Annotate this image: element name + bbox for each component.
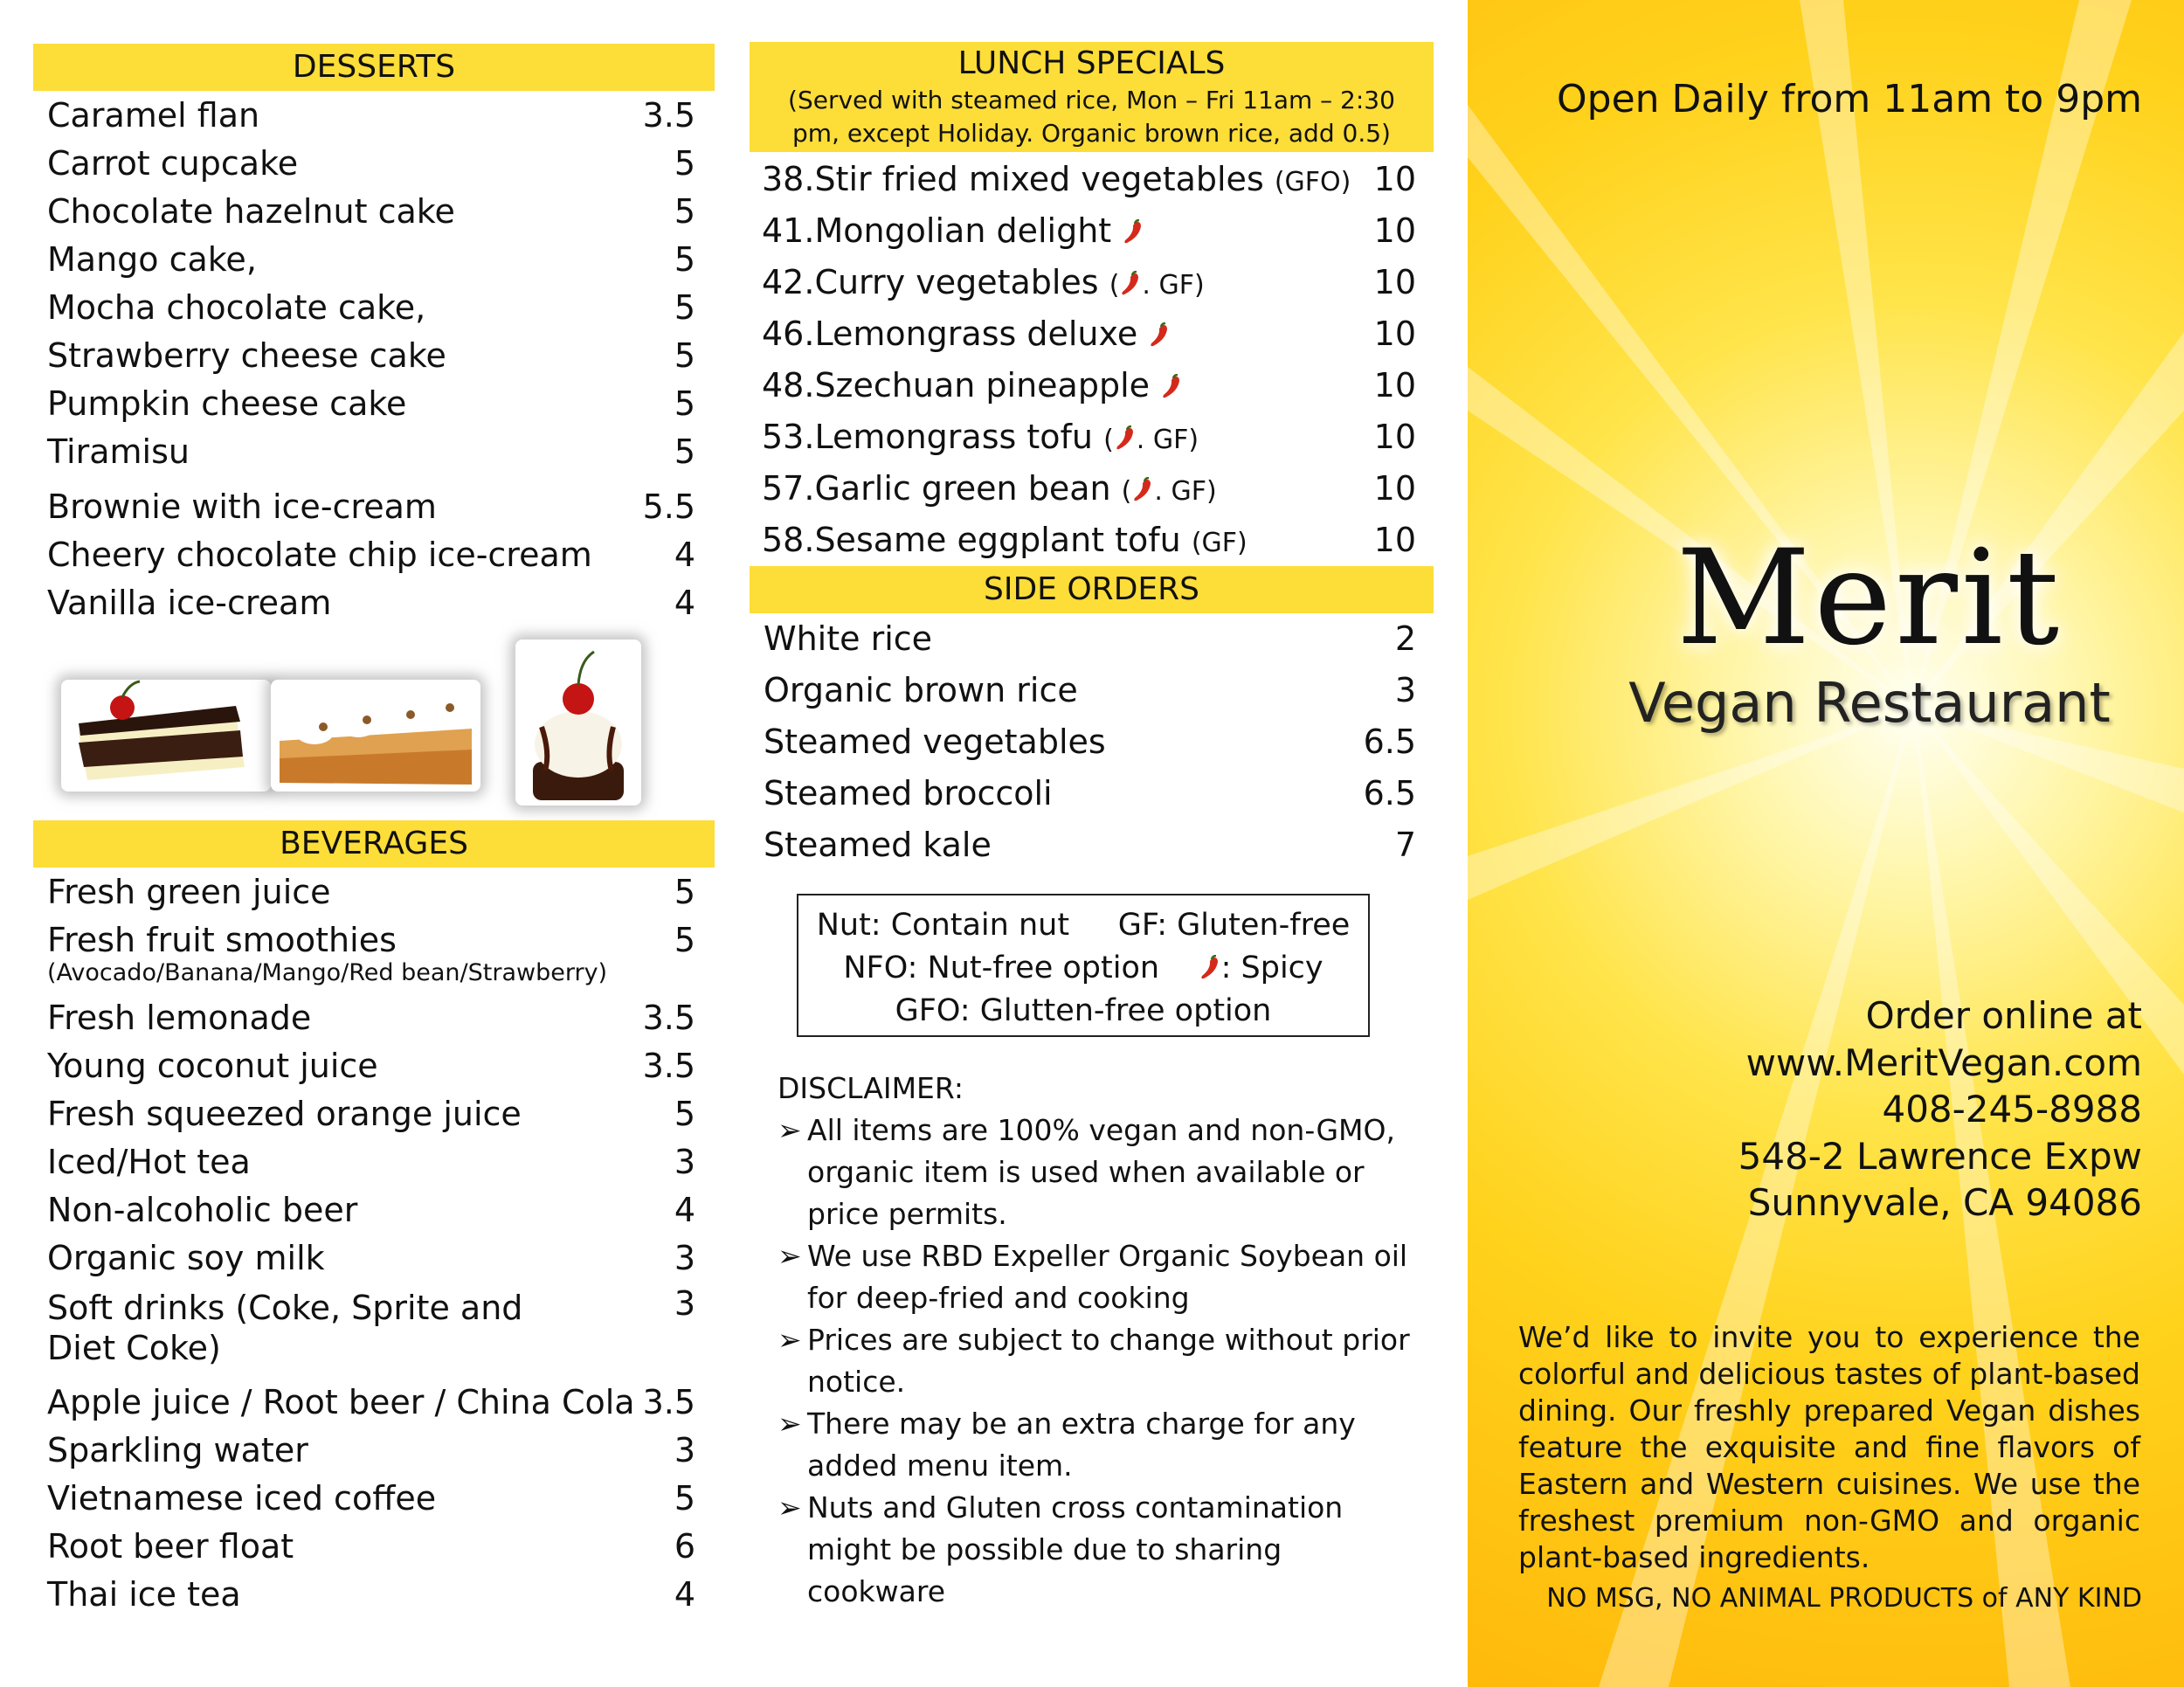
lunch-item-name: Szechuan pineapple xyxy=(814,366,1161,404)
address-line-2: Sunnyvale, CA 94086 xyxy=(1747,1181,2142,1224)
lunch-item-tag: (GF) xyxy=(1191,528,1248,558)
lunch-item-label xyxy=(762,362,1183,412)
dessert-item xyxy=(33,483,715,531)
lunch-item xyxy=(750,310,1434,362)
side-order-item xyxy=(750,615,1434,667)
beverage-item-name: Young coconut juice xyxy=(47,1047,378,1085)
website-link[interactable]: www.MeritVegan.com xyxy=(1745,1041,2142,1084)
dessert-item-name: Pumpkin cheese cake xyxy=(47,384,407,423)
beverage-item-price: 3 xyxy=(674,1431,695,1469)
lunch-item-price: 10 xyxy=(1373,315,1416,353)
lunch-item-label xyxy=(762,259,1205,309)
beverage-item xyxy=(33,1234,715,1283)
beverage-item xyxy=(33,1138,715,1186)
legend-spicy: : Spicy xyxy=(1220,951,1324,985)
dessert-item-price: 5 xyxy=(674,288,695,327)
lunch-item-tag: ( xyxy=(1109,270,1120,301)
lunch-item xyxy=(750,465,1434,516)
lunch-item-tag: (GFO) xyxy=(1274,167,1351,197)
chili-pepper-icon xyxy=(1114,417,1137,443)
invitation-paragraph: We’d like to invite you to experience the colorful and delicious tastes of plant-based dining. Our freshly prepared Vegan dishes feature the exquisite and fine flavors of Eastern and Western cuisines. We use the freshest premium non-GMO and organic plant-based ingredients. xyxy=(1518,1320,2140,1574)
lunch-item xyxy=(750,156,1434,207)
beverage-item xyxy=(33,1475,715,1523)
dessert-item xyxy=(33,579,715,627)
lunch-item-price: 10 xyxy=(1373,263,1416,301)
legend-line-1 xyxy=(798,904,1368,947)
beverage-item-price: 3 xyxy=(674,1239,695,1277)
beverage-item xyxy=(33,868,715,916)
chili-pepper-icon xyxy=(1148,314,1171,340)
dessert-item-price: 5 xyxy=(674,384,695,423)
side-order-item-price: 6.5 xyxy=(1363,774,1416,812)
chili-pepper-icon xyxy=(1160,365,1183,391)
side-orders-list xyxy=(750,615,1434,873)
lunch-item-label xyxy=(762,413,1199,464)
beverage-item-name: Soft drinks (Coke, Sprite and Diet Coke) xyxy=(47,1289,523,1367)
order-online-label: Order online at xyxy=(1865,994,2142,1037)
side-order-item-price: 2 xyxy=(1394,619,1416,658)
dessert-item-name: Cheery chocolate chip ice-cream xyxy=(47,536,592,574)
beverage-item xyxy=(33,1283,715,1379)
beverage-item-name: Root beer float xyxy=(47,1527,294,1566)
legend-nut: Nut: Contain nut xyxy=(816,908,1070,943)
dessert-item-name: Carrot cupcake xyxy=(47,144,299,183)
side-order-item-name: Steamed kale xyxy=(764,826,992,864)
lunch-item-name: Mongolian delight xyxy=(814,211,1123,250)
lunch-item-label xyxy=(762,207,1144,258)
legend-gf: GF: Gluten-free xyxy=(1117,908,1351,943)
lunch-item-label xyxy=(762,156,1351,206)
lunch-item xyxy=(750,516,1434,568)
side-order-item xyxy=(750,667,1434,718)
phone-number[interactable]: 408-245-8988 xyxy=(1882,1088,2142,1130)
lunch-item-name: Curry vegetables xyxy=(814,263,1109,301)
ice-cream-sundae-photo xyxy=(515,640,641,805)
lunch-item-price: 10 xyxy=(1373,418,1416,456)
dessert-item xyxy=(33,236,715,284)
lunch-item-name: Lemongrass tofu xyxy=(814,418,1104,456)
disclaimer-item: ➢ There may be an extra charge for any added menu item. xyxy=(778,1403,1424,1487)
dessert-item xyxy=(33,188,715,236)
dessert-item xyxy=(33,92,715,140)
lunch-item xyxy=(750,207,1434,259)
beverage-item-price: 4 xyxy=(674,1575,695,1614)
side-order-item-name: Steamed vegetables xyxy=(764,723,1106,761)
beverage-item-price: 6 xyxy=(674,1527,695,1566)
logo xyxy=(1599,524,2140,734)
side-order-item xyxy=(750,770,1434,821)
dessert-item xyxy=(33,531,715,579)
disclaimer-list xyxy=(778,1110,1424,1613)
beverage-item-price: 4 xyxy=(674,1191,695,1229)
disclaimer-item: ➢ We use RBD Expeller Organic Soybean oil for deep-fried and cooking xyxy=(778,1235,1424,1319)
beverage-item-name: Thai ice tea xyxy=(47,1575,241,1614)
disclaimer-item: ➢ All items are 100% vegan and non-GMO, organic item is used when available or price permits. xyxy=(778,1110,1424,1235)
beverage-item-price: 3.5 xyxy=(642,1047,695,1085)
side-order-item-name: Organic brown rice xyxy=(764,671,1078,709)
desserts-list xyxy=(33,92,715,627)
beverage-item-price: 3.5 xyxy=(642,1383,695,1421)
lunch-item-name: Garlic green bean xyxy=(814,469,1122,508)
beverage-item-name: Iced/Hot tea xyxy=(47,1143,251,1181)
opening-hours: Open Daily from 11am to 9pm xyxy=(1557,77,2142,121)
beverage-item xyxy=(33,916,715,994)
chili-pepper-icon xyxy=(1131,468,1154,494)
lunch-header xyxy=(750,42,1434,152)
dessert-item-price: 4 xyxy=(674,536,695,574)
legend-box xyxy=(797,894,1370,1037)
lunch-item-name: Sesame eggplant tofu xyxy=(814,521,1192,559)
lunch-item-label xyxy=(762,516,1248,567)
dessert-item-name: Mango cake, xyxy=(47,240,257,279)
beverage-item xyxy=(33,1379,715,1427)
lunch-item-price: 10 xyxy=(1373,160,1416,198)
beverage-item-name: Fresh squeezed orange juice xyxy=(47,1095,522,1133)
lunch-item-tag-suffix: . GF) xyxy=(1154,476,1217,507)
beverage-item xyxy=(33,1427,715,1475)
lunch-item-name: Stir fried mixed vegetables xyxy=(814,160,1275,198)
dessert-item-name: Vanilla ice-cream xyxy=(47,584,332,622)
lunch-item-number: 46. xyxy=(762,315,815,353)
beverages-list xyxy=(33,868,715,1619)
beverage-item xyxy=(33,1571,715,1619)
disclaimer-item: ➢ Prices are subject to change without prior notice. xyxy=(778,1319,1424,1403)
side-orders-header: SIDE ORDERS xyxy=(750,566,1434,613)
dessert-item-name: Tiramisu xyxy=(47,432,190,471)
lunch-subtitle-1: (Served with steamed rice, Mon – Fri 11am – 2:30 xyxy=(788,86,1395,114)
dessert-item xyxy=(33,140,715,188)
beverage-item-price: 3.5 xyxy=(642,999,695,1037)
dessert-item-price: 5.5 xyxy=(642,487,695,526)
lunch-item-number: 48. xyxy=(762,366,815,404)
cake-slice-photo xyxy=(61,680,271,792)
lunch-item-tag-suffix: . GF) xyxy=(1142,270,1205,301)
lunch-item-name: Lemongrass deluxe xyxy=(814,315,1149,353)
logo-wordmark: Merit xyxy=(1676,522,2063,674)
disclaimer-item: ➢ Nuts and Gluten cross contamination might be possible due to sharing cookware xyxy=(778,1487,1424,1613)
legend-line-2 xyxy=(798,947,1368,990)
dessert-item xyxy=(33,332,715,380)
beverage-item xyxy=(33,1186,715,1234)
dessert-item-price: 5 xyxy=(674,192,695,231)
dessert-item-price: 5 xyxy=(674,240,695,279)
lunch-item-label xyxy=(762,465,1217,515)
beverage-item-name: Non-alcoholic beer xyxy=(47,1191,358,1229)
cover-panel xyxy=(1468,0,2184,1687)
lunch-item-price: 10 xyxy=(1373,366,1416,404)
lunch-item-number: 58. xyxy=(762,521,815,559)
disclaimer-title: DISCLAIMER: xyxy=(778,1071,964,1105)
lunch-item-price: 10 xyxy=(1373,521,1416,559)
lunch-item-label xyxy=(762,310,1171,361)
side-order-item-name: Steamed broccoli xyxy=(764,774,1053,812)
lunch-item-number: 41. xyxy=(762,211,815,250)
beverage-item-name: Vietnamese iced coffee xyxy=(47,1479,437,1518)
dessert-item xyxy=(33,428,715,476)
chili-pepper-icon xyxy=(1119,262,1142,288)
beverage-item-name: Fresh fruit smoothies xyxy=(47,921,397,959)
beverage-item-price: 5 xyxy=(674,921,695,959)
side-order-item-price: 3 xyxy=(1394,671,1416,709)
dessert-item-name: Chocolate hazelnut cake xyxy=(47,192,455,231)
lunch-item-number: 57. xyxy=(762,469,815,508)
beverage-item-note: (Avocado/Banana/Mango/Red bean/Strawberry) xyxy=(47,959,608,986)
beverage-item-name: Apple juice / Root beer / China Cola xyxy=(47,1383,635,1421)
lunch-item-price: 10 xyxy=(1373,211,1416,250)
dessert-item-name: Mocha chocolate cake, xyxy=(47,288,426,327)
dessert-item xyxy=(33,284,715,332)
beverages-header: BEVERAGES xyxy=(33,820,715,868)
chili-pepper-icon xyxy=(1122,211,1144,237)
side-order-item-price: 6.5 xyxy=(1363,723,1416,761)
lunch-subtitle-2: pm, except Holiday. Organic brown rice, add 0.5) xyxy=(792,119,1391,148)
no-msg-notice: NO MSG, NO ANIMAL PRODUCTS of ANY KIND xyxy=(1546,1583,2142,1614)
lunch-item-tag-suffix: . GF) xyxy=(1136,425,1199,455)
desserts-header: DESSERTS xyxy=(33,44,715,91)
dessert-item-price: 4 xyxy=(674,584,695,622)
beverage-item-name: Sparkling water xyxy=(47,1431,308,1469)
chili-pepper-icon xyxy=(1199,951,1221,977)
beverage-item-name: Fresh green juice xyxy=(47,873,331,911)
lunch-item-tag: ( xyxy=(1121,476,1132,507)
lunch-item-number: 42. xyxy=(762,263,815,301)
dessert-item-name: Caramel flan xyxy=(47,96,260,135)
dessert-item-price: 5 xyxy=(674,432,695,471)
beverage-item xyxy=(33,1042,715,1090)
beverage-item xyxy=(33,1523,715,1571)
lunch-item-tag: ( xyxy=(1103,425,1114,455)
lunch-item xyxy=(750,413,1434,465)
side-order-item xyxy=(750,718,1434,770)
lunch-item-number: 38. xyxy=(762,160,815,198)
legend-nfo: NFO: Nut-free option xyxy=(843,951,1160,985)
beverage-item-price: 3 xyxy=(674,1284,695,1323)
legend-gfo: GFO: Glutten-free option xyxy=(895,993,1272,1028)
beverage-item-name: Organic soy milk xyxy=(47,1239,325,1277)
beverage-item xyxy=(33,994,715,1042)
side-order-item xyxy=(750,821,1434,873)
beverage-item-price: 3 xyxy=(674,1143,695,1181)
dessert-item-name: Strawberry cheese cake xyxy=(47,336,446,375)
lunch-item-price: 10 xyxy=(1373,469,1416,508)
lunch-list xyxy=(750,156,1434,568)
dessert-item xyxy=(33,380,715,428)
lunch-item xyxy=(750,259,1434,310)
pumpkin-pie-photo xyxy=(271,680,480,792)
logo-tagline: Vegan Restaurant xyxy=(1628,671,2111,735)
address-line-1: 548-2 Lawrence Expw xyxy=(1738,1135,2142,1178)
disclaimer xyxy=(778,1068,1424,1613)
lunch-item xyxy=(750,362,1434,413)
side-order-item-price: 7 xyxy=(1394,826,1416,864)
dessert-item-name: Brownie with ice-cream xyxy=(47,487,437,526)
dessert-item-price: 3.5 xyxy=(642,96,695,135)
beverage-item-price: 5 xyxy=(674,1479,695,1518)
beverage-item xyxy=(33,1090,715,1138)
beverage-item-name: Fresh lemonade xyxy=(47,999,312,1037)
lunch-title: LUNCH SPECIALS xyxy=(957,45,1226,81)
beverage-item-price: 5 xyxy=(674,873,695,911)
dessert-item-price: 5 xyxy=(674,336,695,375)
dessert-item-price: 5 xyxy=(674,144,695,183)
lunch-item-number: 53. xyxy=(762,418,815,456)
beverage-item-price: 5 xyxy=(674,1095,695,1133)
side-order-item-name: White rice xyxy=(764,619,933,658)
